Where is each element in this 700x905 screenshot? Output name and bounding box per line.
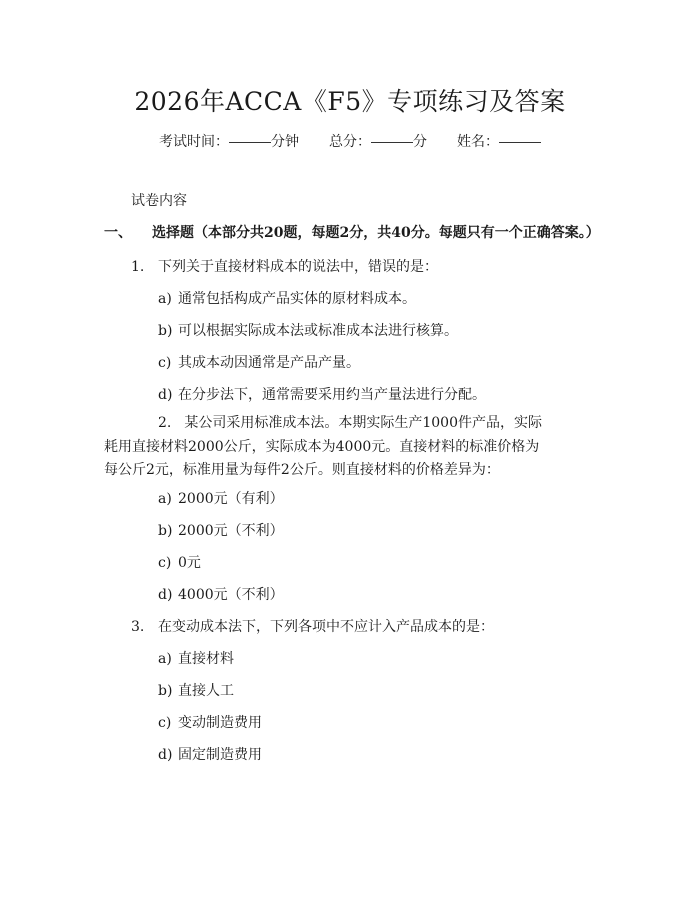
option-2b [158, 520, 284, 540]
part-title: 选择题（本部分共20题，每题2分，共40分。每题只有一个正确答案。） [152, 225, 600, 241]
option-1b [158, 320, 458, 340]
option-3b [158, 680, 234, 700]
time-unit: 分钟 [271, 134, 299, 150]
name-field [457, 131, 541, 151]
option-letter: d) [158, 587, 173, 603]
score-field [329, 131, 427, 151]
question-3 [131, 616, 494, 636]
option-text: 变动制造费用 [178, 715, 262, 731]
time-field [159, 131, 299, 151]
option-1a [158, 288, 416, 308]
option-1c [158, 352, 360, 372]
option-text: 固定制造费用 [178, 747, 262, 763]
option-text: 0元 [178, 555, 201, 571]
option-letter: a) [158, 491, 172, 507]
option-text: 通常包括构成产品实体的原材料成本。 [178, 291, 416, 307]
option-letter: a) [158, 651, 172, 667]
question-number: 2. [158, 415, 172, 431]
question-text: 下列关于直接材料成本的说法中，错误的是： [158, 259, 438, 275]
option-letter: c) [158, 715, 172, 731]
question-text: 在变动成本法下，下列各项中不应计入产品成本的是： [158, 619, 494, 635]
option-text: 在分步法下，通常需要采用约当产量法进行分配。 [178, 387, 486, 403]
option-text: 2000元（有利） [178, 491, 284, 507]
option-text: 4000元（不利） [178, 587, 284, 603]
option-3c [158, 712, 262, 732]
option-letter: b) [158, 523, 173, 539]
name-blank [499, 142, 541, 143]
time-blank [229, 142, 271, 143]
page-title: 2026年ACCA《F5》专项练习及答案 [134, 87, 566, 116]
option-text: 2000元（不利） [178, 523, 284, 539]
question-number: 3. [131, 619, 145, 635]
option-2c [158, 552, 201, 572]
section-label: 试卷内容 [131, 193, 187, 209]
option-text: 直接材料 [178, 651, 234, 667]
option-letter: b) [158, 323, 173, 339]
score-unit: 分 [413, 134, 427, 150]
option-letter: c) [158, 555, 172, 571]
option-letter: d) [158, 747, 173, 763]
exam-meta [0, 131, 700, 151]
question-number: 1. [131, 259, 145, 275]
question-text: 某公司采用标准成本法。本期实际生产1000件产品，实际耗用直接材料2000公斤，实际成本为4000元。直接材料的标准价格为每公斤2元，标准用量为每件2公斤。则直接材料的价格差异为： [104, 415, 542, 478]
option-2d [158, 584, 284, 604]
option-letter: b) [158, 683, 173, 699]
option-letter: a) [158, 291, 172, 307]
option-text: 可以根据实际成本法或标准成本法进行核算。 [178, 323, 458, 339]
part-number: 一、 [104, 225, 132, 241]
option-2a [158, 488, 284, 508]
option-letter: c) [158, 355, 172, 371]
option-1d [158, 384, 486, 404]
name-label: 姓名： [457, 134, 499, 150]
score-label: 总分： [329, 134, 371, 150]
part-heading [104, 222, 600, 242]
option-letter: d) [158, 387, 173, 403]
option-text: 直接人工 [178, 683, 234, 699]
time-label: 考试时间： [159, 134, 229, 150]
question-2 [104, 412, 544, 483]
question-1 [131, 256, 438, 276]
score-blank [371, 142, 413, 143]
option-3d [158, 744, 262, 764]
option-3a [158, 648, 234, 668]
option-text: 其成本动因通常是产品产量。 [178, 355, 360, 371]
